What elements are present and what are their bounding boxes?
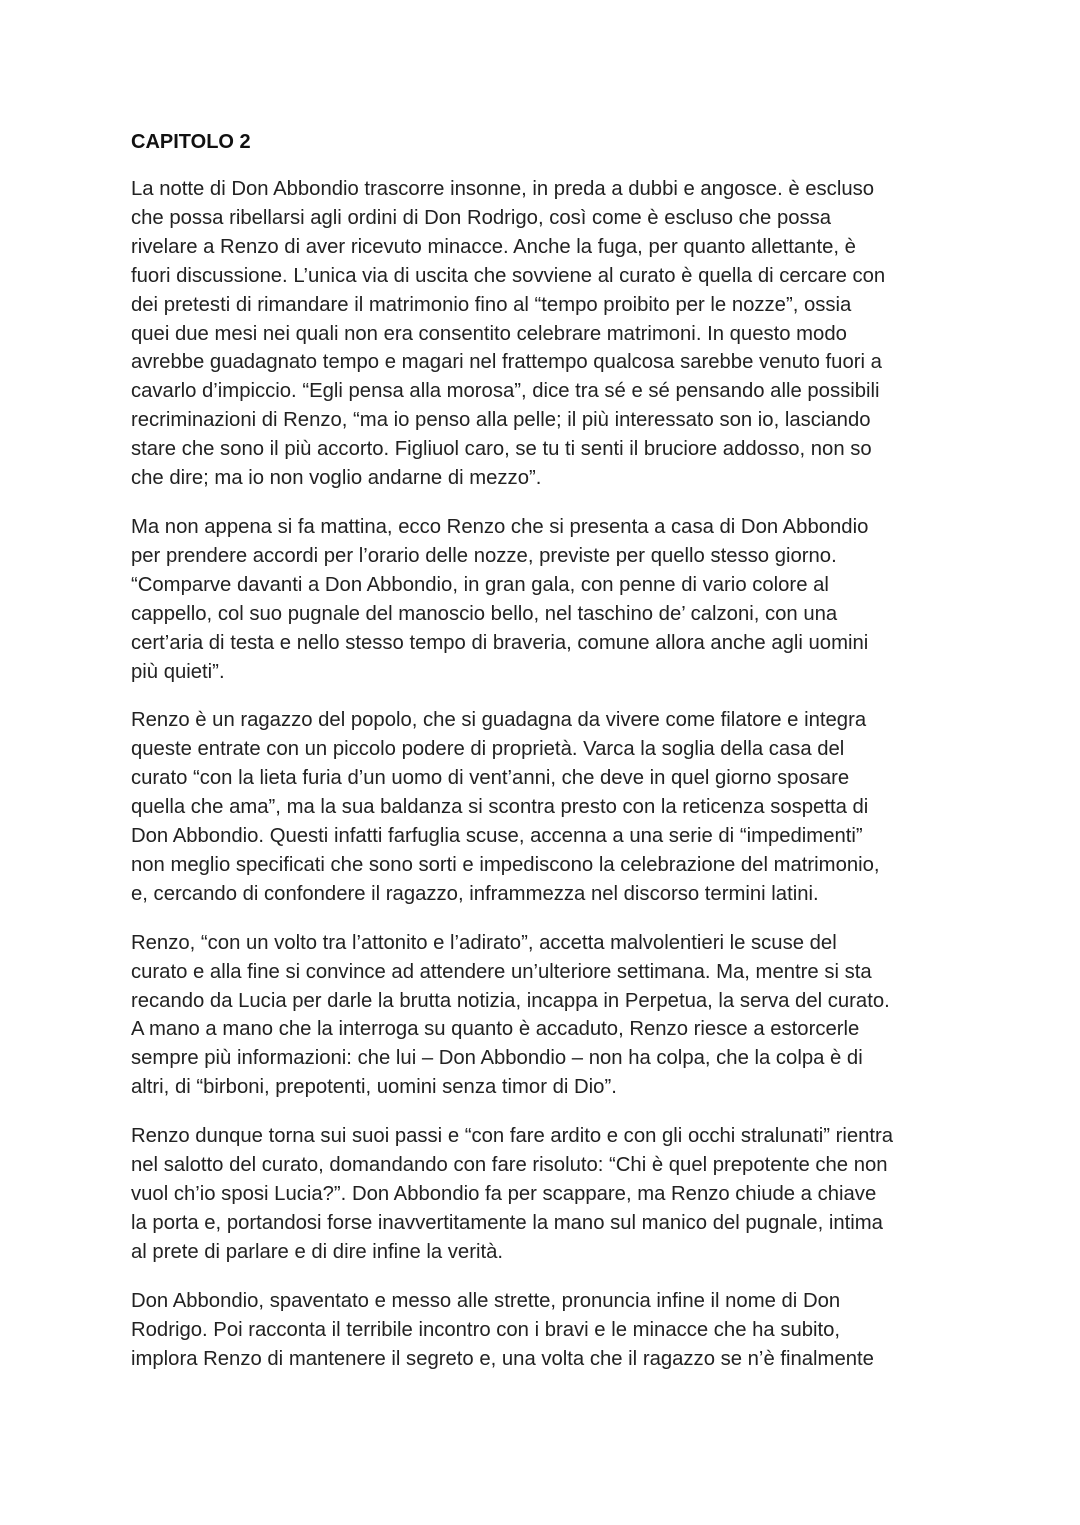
paragraph-6: Don Abbondio, spaventato e messo alle strette, pronuncia infine il nome di Don Rodrigo. Poi racconta il terribile incontro con i bravi e le minacce che ha subito, implora Renzo di mantenere il segreto e, una volta che il ragazzo se n’è finalmente: [131, 1289, 874, 1370]
document-page: [131, 128, 961, 1393]
paragraph-1: La notte di Don Abbondio trascorre insonne, in preda a dubbi e angosce. è escluso che possa ribellarsi agli ordini di Don Rodrigo, così come è escluso che possa rivelare a Renzo di aver ricevuto minacce. Anche la fuga, per quanto allettante, è fuori discussione. L’unica via di uscita che sovviene al curato è quella di cercare con dei pretesti di rimandare il matrimonio fino al “tempo proibito per le nozze”, ossia quei due mesi nei quali non era consentito celebrare matrimoni. In questo modo avrebbe guadagnato tempo e magari nel frattempo qualcosa sarebbe venuto fuori a cavarlo d’impiccio. “Egli pensa alla morosa”, dice tra sé e sé pensando alle possibili recriminazioni di Renzo, “ma io penso alla pelle; il più interessato son io, lasciando stare che sono il più accorto. Figliuol caro, se tu ti senti il bruciore addosso, non so che dire; ma io non voglio andarne di mezzo”.: [131, 178, 886, 490]
chapter-title: CAPITOLO 2: [131, 131, 251, 153]
paragraph-4: Renzo, “con un volto tra l’attonito e l’adirato”, accetta malvolentieri le scuse del curato e alla fine si convince ad attendere un’ulteriore settimana. Ma, mentre si sta recando da Lucia per darle la brutta notizia, incappa in Perpetua, la serva del curato. A mano a mano che la interroga su quanto è accaduto, Renzo riesce a estorcerle sempre più informazioni: che lui – Don Abbondio – non ha colpa, che la colpa è di altri, di “birboni, prepotenti, uomini senza timor di Dio”.: [131, 931, 890, 1099]
paragraph-5: Renzo dunque torna sui suoi passi e “con fare ardito e con gli occhi stralunati” rientra nel salotto del curato, domandando con fare risoluto: “Chi è quel prepotente che non vuol ch’io sposi Lucia?”. Don Abbondio fa per scappare, ma Renzo chiude a chiave la porta e, portandosi forse inavvertitamente la mano sul manico del pugnale, intima al prete di parlare e di dire infine la verità.: [131, 1125, 894, 1263]
paragraph-3: Renzo è un ragazzo del popolo, che si guadagna da vivere come filatore e integra queste entrate con un piccolo podere di proprietà. Varca la soglia della casa del curato “con la lieta furia d’un uomo di vent’anni, che deve in quel giorno sposare quella che ama”, ma la sua baldanza si scontra presto con la reticenza sospetta di Don Abbondio. Questi infatti farfuglia scuse, accenna a una serie di “impedimenti” non meglio specificati che sono sorti e impediscono la celebrazione del matrimonio, e, cercando di confondere il ragazzo, inframmezza nel discorso termini latini.: [131, 709, 880, 905]
paragraph-2: Ma non appena si fa mattina, ecco Renzo che si presenta a casa di Don Abbondio per prendere accordi per l’orario delle nozze, previste per quello stesso giorno. “Comparve davanti a Don Abbondio, in gran gala, con penne di vario colore al cappello, col suo pugnale del manoscio bello, nel taschino de’ calzoni, con una cert’aria di testa e nello stesso tempo di braveria, comune allora anche agli uomini più quieti”.: [131, 515, 869, 683]
